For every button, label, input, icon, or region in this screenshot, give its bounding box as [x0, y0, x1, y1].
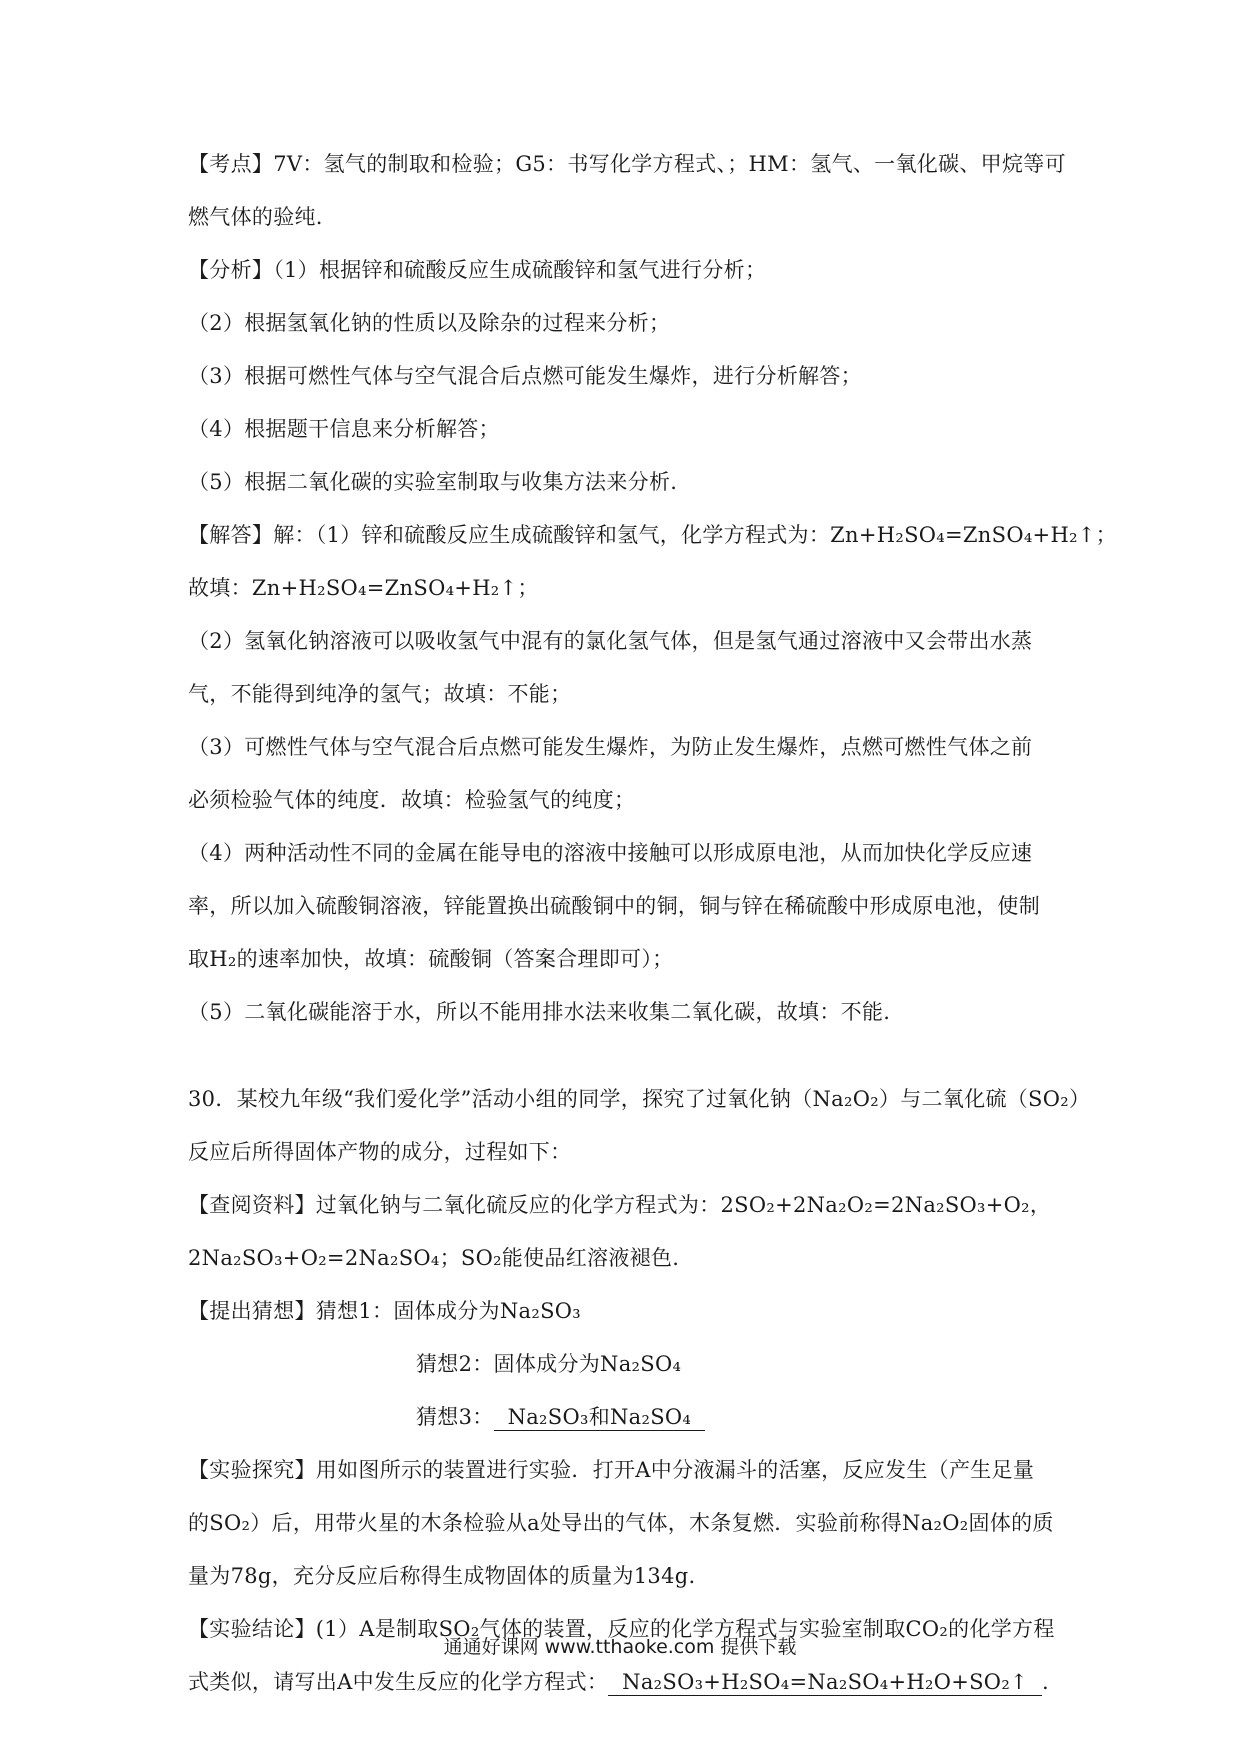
text-line: （4）根据题干信息来分析解答；	[188, 417, 500, 441]
text-line: 燃气体的验纯.	[188, 205, 323, 229]
experiment-text: 量为78g，充分反应后称得生成物固体的质量为134g.	[188, 1564, 696, 1588]
text-line: 取H₂的速率加快，故填：硫酸铜（答案合理即可）；	[188, 947, 674, 971]
text-line: 率，所以加入硫酸铜溶液，锌能置换出硫酸铜中的铜，铜与锌在稀硫酸中形成原电池，使制	[188, 894, 1040, 918]
experiment-text: 的SO₂）后，用带火星的木条检验从a处导出的气体，木条复燃．实验前称得Na₂O₂固体的质	[188, 1511, 1054, 1535]
text-line: 故填：Zn+H₂SO₄=ZnSO₄+H₂↑；	[188, 576, 539, 600]
document-body	[188, 150, 1117, 1721]
page-footer: 通通好课网 www.tthaoke.com 提供下载	[443, 1636, 797, 1658]
hypothesis-3	[188, 1403, 1068, 1431]
question-stem: 30．某校九年级“我们爱化学”活动小组的同学，探究了过氧化钠（Na₂O₂）与二氧化硫（SO₂）	[188, 1087, 1091, 1111]
text-line: 【分析】（1）根据锌和硫酸反应生成硫酸锌和氢气进行分析；	[188, 258, 767, 282]
hypothesis-3-label: 猜想3：	[416, 1405, 494, 1429]
text-line: 必须检验气体的纯度．故填：检验氢气的纯度；	[188, 788, 636, 812]
text-line: （3）根据可燃性气体与空气混合后点燃可能发生爆炸，进行分析解答；	[188, 364, 862, 388]
conclusion-text: 【实验结论】(1）A是制取SO₂气体的装置，反应的化学方程式与实验室制取CO₂的化学方程	[188, 1617, 1055, 1641]
paragraph-gap	[188, 1051, 1068, 1085]
conclusion-period: .	[1041, 1670, 1049, 1694]
hypothesis-1: 【提出猜想】猜想1：固体成分为Na₂SO₃	[188, 1299, 581, 1323]
question-30	[188, 1085, 1091, 1696]
text-line: （5）根据二氧化碳的实验室制取与收集方法来分析.	[188, 470, 678, 494]
question-stem: 反应后所得固体产物的成分，过程如下：	[188, 1140, 572, 1164]
text-line: （4）两种活动性不同的金属在能导电的溶液中接触可以形成原电池，从而加快化学反应速	[188, 841, 1033, 865]
conclusion-text	[188, 1668, 1068, 1696]
text-line: （3）可燃性气体与空气混合后点燃可能发生爆炸，为防止发生爆炸，点燃可燃性气体之前	[188, 735, 1033, 759]
hypothesis-3-answer: Na₂SO₃和Na₂SO₄	[494, 1404, 706, 1431]
text-line: 【解答】解：（1）锌和硫酸反应生成硫酸锌和氢气，化学方程式为：Zn+H₂SO₄=ZnSO₄+H₂↑；	[188, 523, 1117, 547]
conclusion-prompt: 式类似，请写出A中发生反应的化学方程式：	[188, 1670, 609, 1694]
conclusion-answer: Na₂SO₃+H₂SO₄=Na₂SO₄+H₂O+SO₂↑	[608, 1669, 1042, 1696]
text-line: 气，不能得到纯净的氢气；故填：不能；	[188, 682, 572, 706]
text-line: 【考点】7V：氢气的制取和检验；G5：书写化学方程式、；HM：氢气、一氧化碳、甲烷等可	[188, 152, 1066, 176]
text-line: （5）二氧化碳能溶于水，所以不能用排水法来收集二氧化碳，故填：不能.	[188, 1000, 891, 1024]
experiment-text: 【实验探究】用如图所示的装置进行实验．打开A中分液漏斗的活塞，反应发生（产生足量	[188, 1458, 1035, 1482]
reference-info: 2Na₂SO₃+O₂=2Na₂SO₄；SO₂能使品红溶液褪色.	[188, 1246, 680, 1270]
reference-info: 【查阅资料】过氧化钠与二氧化硫反应的化学方程式为：2SO₂+2Na₂O₂=2Na₂SO₃+O₂，	[188, 1193, 1052, 1217]
text-line: （2）氢氧化钠溶液可以吸收氢气中混有的氯化氢气体，但是氢气通过溶液中又会带出水蒸	[188, 629, 1033, 653]
text-line: （2）根据氢氧化钠的性质以及除杂的过程来分析；	[188, 311, 671, 335]
hypothesis-2: 猜想2：固体成分为Na₂SO₄	[416, 1352, 682, 1376]
